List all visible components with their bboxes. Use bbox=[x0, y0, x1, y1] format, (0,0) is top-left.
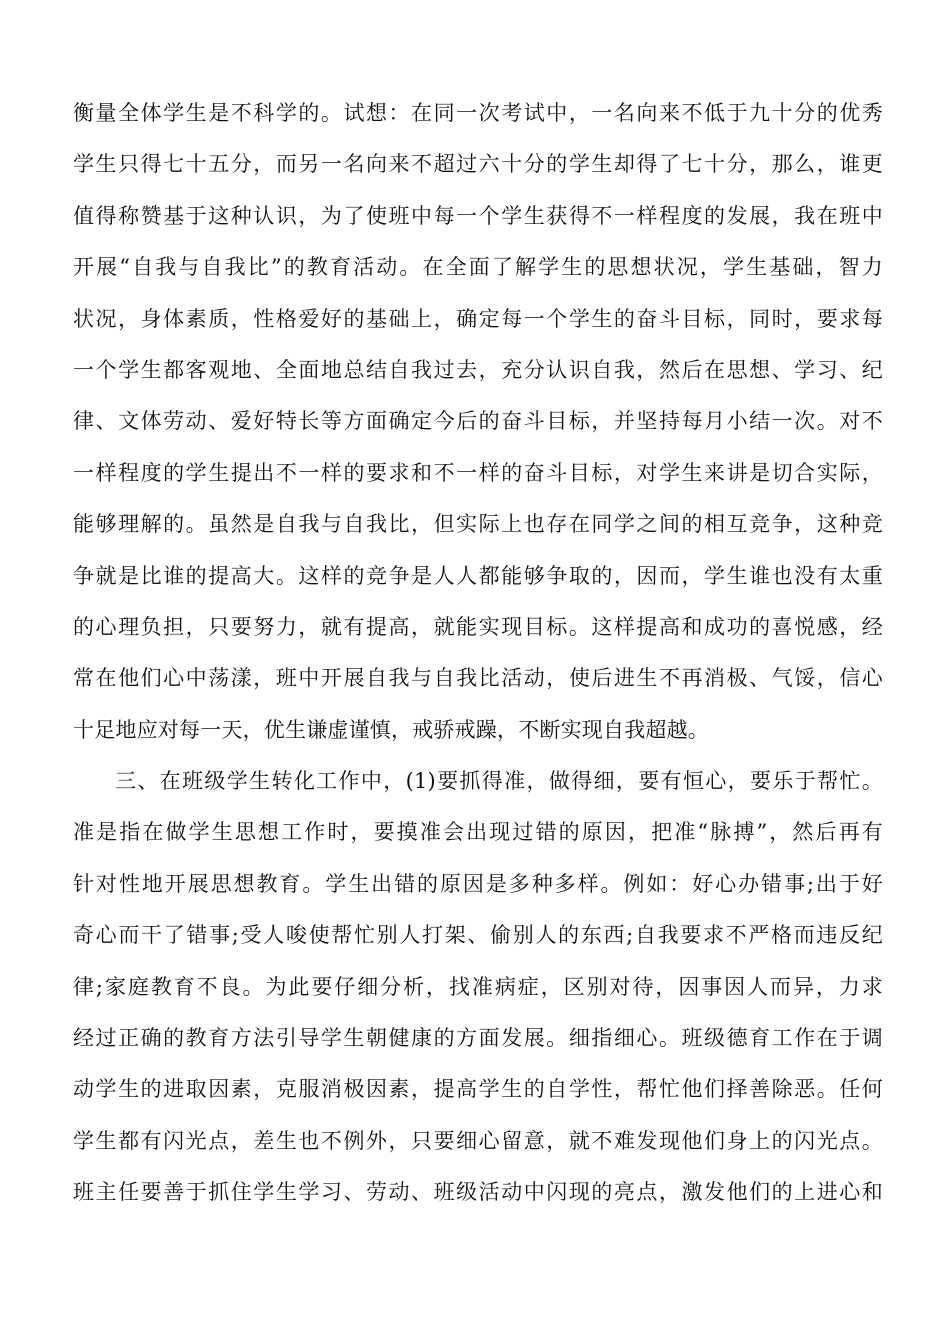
text-line-9: 能够理解的。虽然是自我与自我比，但实际上也存在同学之间的相互竞争，这种竞 bbox=[73, 512, 883, 537]
text-line-4: 开展“自我与自我比”的教育活动。在全面了解学生的思想状况，学生基础，智力 bbox=[73, 255, 883, 280]
text-line-5: 状况，身体素质，性格爱好的基础上，确定每一个学生的奋斗目标，同时，要求每 bbox=[73, 306, 883, 331]
text-line-18: 律;家庭教育不良。为此要仔细分析，找准病症，区别对待，因事因人而异，力求 bbox=[73, 974, 883, 999]
text-line-22: 班主任要善于抓住学生学习、劳动、班级活动中闪现的亮点，激发他们的上进心和 bbox=[73, 1180, 883, 1205]
text-line-1: 衡量全体学生是不科学的。试想：在同一次考试中，一名向来不低于九十分的优秀 bbox=[73, 101, 883, 125]
text-line-3: 值得称赞基于这种认识，为了使班中每一个学生获得不一样程度的发展，我在班中 bbox=[73, 203, 883, 228]
text-line-16: 针对性地开展思想教育。学生出错的原因是多种多样。例如：好心办错事;出于好 bbox=[73, 871, 883, 896]
text-line-14: 三、在班级学生转化工作中，(1)要抓得准，做得细，要有恒心，要乐于帮忙。 bbox=[115, 769, 883, 794]
text-line-6: 一个学生都客观地、全面地总结自我过去，充分认识自我，然后在思想、学习、纪 bbox=[73, 357, 883, 382]
text-line-8: 一样程度的学生提出不一样的要求和不一样的奋斗目标，对学生来讲是切合实际， bbox=[73, 460, 883, 485]
text-line-19: 经过正确的教育方法引导学生朝健康的方面发展。细指细心。班级德育工作在于调 bbox=[73, 1026, 883, 1051]
text-line-21: 学生都有闪光点，差生也不例外，只要细心留意，就不难发现他们身上的闪光点。 bbox=[73, 1128, 883, 1153]
text-line-12: 常在他们心中荡漾，班中开展自我与自我比活动，使后进生不再消极、气馁，信心 bbox=[73, 666, 883, 691]
text-line-10: 争就是比谁的提高大。这样的竞争是人人都能够争取的，因而，学生谁也没有太重 bbox=[73, 563, 883, 588]
text-line-15: 准是指在做学生思想工作时，要摸准会出现过错的原因，把准“脉搏”，然后再有 bbox=[73, 820, 883, 845]
document-body bbox=[73, 88, 883, 1219]
text-line-20: 动学生的进取因素，克服消极因素，提高学生的自学性，帮忙他们择善除恶。任何 bbox=[73, 1077, 883, 1102]
text-line-11: 的心理负担，只要努力，就有提高，就能实现目标。这样提高和成功的喜悦感，经 bbox=[73, 614, 883, 639]
text-line-13: 十足地应对每一天，优生谦虚谨慎，戒骄戒躁，不断实现自我超越。 bbox=[73, 717, 709, 742]
text-line-2: 学生只得七十五分，而另一名向来不超过六十分的学生却得了七十分，那么，谁更 bbox=[73, 152, 883, 177]
text-line-7: 律、文体劳动、爱好特长等方面确定今后的奋斗目标，并坚持每月小结一次。对不 bbox=[73, 409, 883, 434]
text-line-17: 奇心而干了错事;受人唆使帮忙别人打架、偷别人的东西;自我要求不严格而违反纪 bbox=[73, 923, 883, 948]
